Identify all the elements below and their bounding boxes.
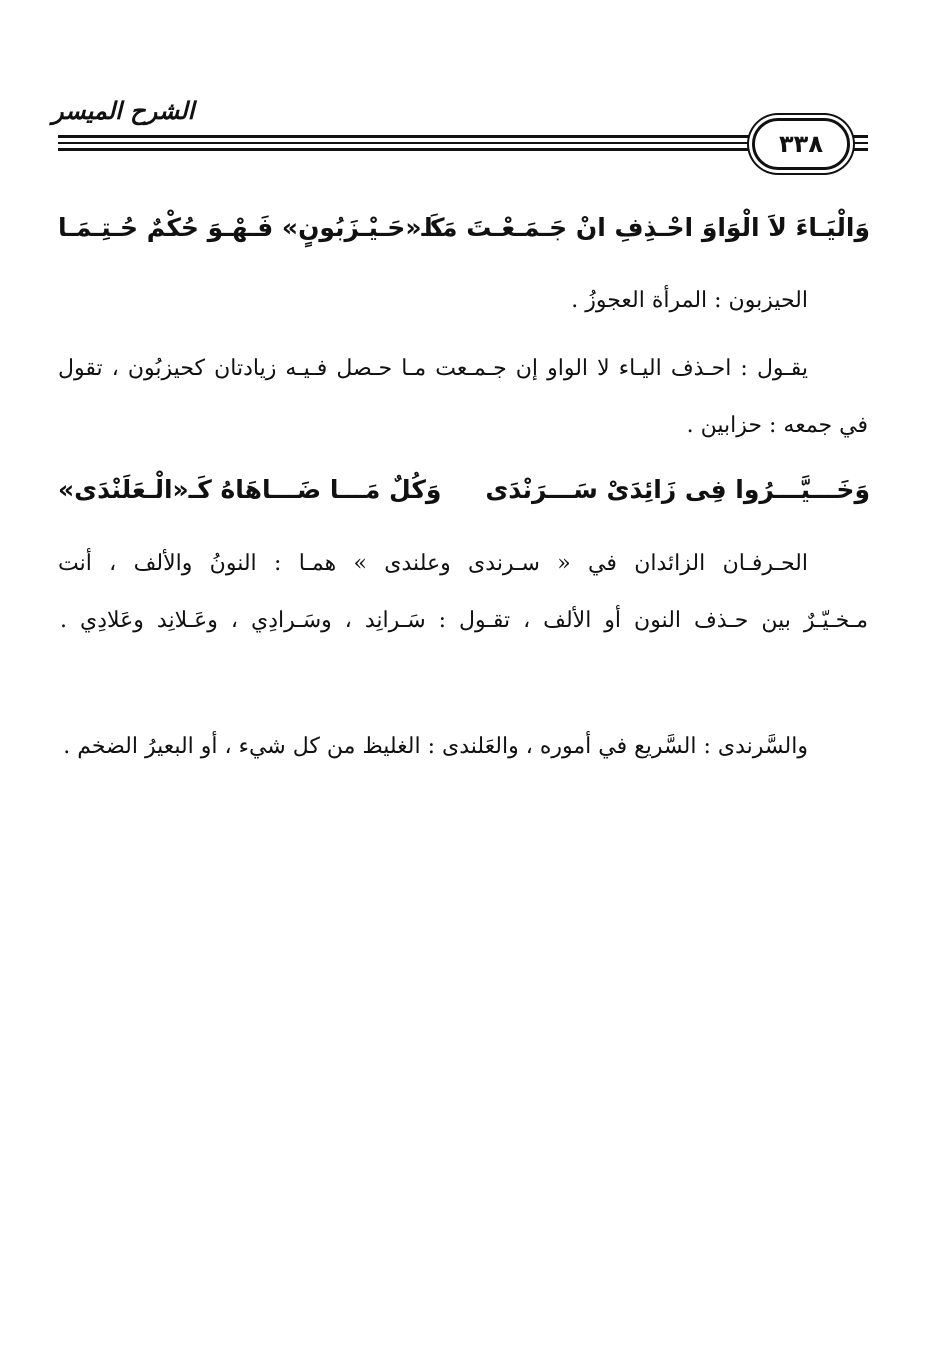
verse-1-first-hemistich: وَالْيَـاءَ لاَ الْوَاوَ احْـذِفِ انْ جَـمَـعْـتَ مَـا [424, 213, 870, 242]
gloss-paragraph-2: والسَّرندى : السَّريع في أموره ، والعَلندى : الغليظ من كل شيء ، أو البعيرُ الضخم . [63, 734, 808, 759]
verse-line-1 [58, 206, 870, 250]
header-rule-bottom [58, 148, 868, 151]
verse-1-second-hemistich: كَـ«حَـيْـزَبُونٍ» فَـهْـوَ حُكْمٌ حُـتِـمَـا [58, 213, 445, 242]
header-rule-middle [58, 142, 868, 144]
verse-2-second-hemistich: وَكُلٌ مَـــا ضَـــاهَاهُ كَـ«الْـعَلَنْدَى» [58, 475, 442, 504]
verse-2-first-hemistich: وَخَـــيَّـــرُوا فِى زَائِدَىْ سَـــرَنْدَى [485, 475, 870, 504]
gloss-paragraph-1: الحيزبون : المرأة العجوزُ . [571, 288, 808, 313]
verse-line-2 [58, 468, 870, 512]
explanation-paragraph-2: الحـرفـان الزائدان في « سـرندى وعلندى » همـا : النونُ والألف ، أنت مـخـيّـرٌ بين حـذف النون أو الألف ، تقـول : سَـرانِد ، وسَـرادِي ، وعَـلانِد وعَلادِي . [58, 551, 868, 633]
header-rule-top [58, 135, 868, 138]
running-title: الشرح الميسر [52, 97, 195, 125]
explanation-paragraph-1: يقـول : احـذف اليـاء لا الواو إن جـمـعت مـا حـصل فـيـه زيادتان كحيزبُون ، تقول في جمعه : حزابين . [58, 356, 868, 438]
page-number-badge: ٣٣٨ [752, 118, 850, 170]
